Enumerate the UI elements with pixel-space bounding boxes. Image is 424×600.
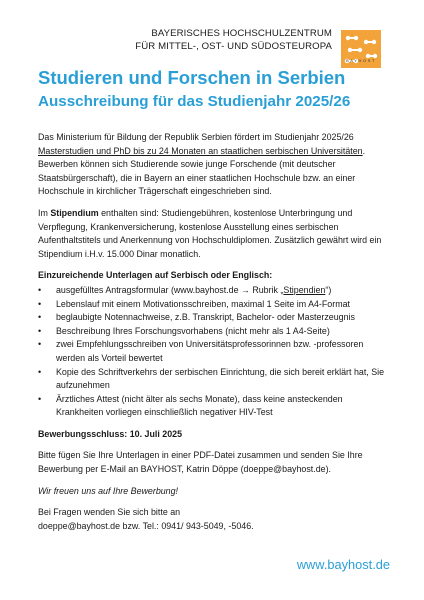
list-item: • Beschreibung Ihres Forschungsvorhabens (nicht mehr als 1 A4-Seite) — [38, 325, 392, 339]
bullet-icon: • — [38, 325, 42, 336]
organization-name-line1: BAYERISCHES HOCHSCHULZENTRUM — [151, 28, 332, 39]
contact-paragraph — [38, 506, 392, 533]
submission-paragraph: Bitte fügen Sie Ihre Unterlagen in einer PDF-Datei zusammen und senden Sie Ihre Bewerbung per E-Mail an BAYHOST, Katrin Döppe (doeppe@bayhost.de). — [38, 450, 363, 475]
bullet-icon: • — [38, 339, 42, 350]
footer-url-link[interactable]: www.bayhost.de — [296, 557, 390, 572]
page-title: Studieren und Forschen in Serbien — [38, 67, 346, 88]
intro-highlight: Masterstudien und PhD bis zu 24 Monaten an staatlichen serbischen Universitäten — [38, 145, 363, 156]
list-item: • beglaubigte Notennachweise, z.B. Transkript, Bachelor- oder Masterzeugnis — [38, 311, 392, 325]
bullet-icon: • — [38, 393, 42, 404]
documents-heading: Einzureichende Unterlagen auf Serbisch oder Englisch: — [38, 270, 273, 281]
stipend-keyword: Stipendium — [50, 207, 99, 218]
stipendien-link[interactable]: Stipendien — [283, 284, 326, 295]
page-subtitle: Ausschreibung für das Studienjahr 2025/26 — [38, 93, 351, 110]
contact-line2: doeppe@bayhost.de bzw. Tel.: 0941/ 943-5049, -5046. — [38, 520, 254, 531]
bullet-icon: • — [38, 284, 42, 295]
contact-line1: Bei Fragen wenden Sie sich bitte an — [38, 507, 181, 518]
documents-list — [38, 284, 392, 420]
list-item: • zwei Empfehlungsschreiben von Universitätsprofessorinnen bzw. -professoren werden als Vorteil bewertet — [38, 339, 364, 363]
main-content — [38, 131, 392, 541]
list-item: • Ärztliches Attest (nicht älter als sechs Monate), dass keine ansteckenden Krankheiten vorliegen einschließlich negativer HIV-Test — [38, 393, 343, 418]
list-item: • ausgefülltes Antragsformular (www.bayhost.de → Rubrik „Stipendien“) — [38, 284, 392, 298]
list-item: • Kopie des Schriftverkehrs der serbischen Einrichtung, die sich bereit erklärt hat, Sie aufzunehmen — [38, 366, 385, 391]
closing-line: Wir freuen uns auf Ihre Bewerbung! — [38, 485, 179, 496]
organization-name — [135, 27, 332, 53]
intro-paragraph: Das Ministerium für Bildung der Republik Serbien fördert im Studienjahr 2025/26 Masterstudien und PhD bis zu 24 Monaten an staatlichen serbischen Universitäten. Bewerben können sich Studierende sowie junge Forschende (mit deutscher Staatsbürgerschaft), die in Bayern an einer staatlichen Hochschule bzw. an einer Hochschule in kirchlicher Trägerschaft eingeschrieben sind. — [38, 132, 366, 197]
bullet-icon: • — [38, 312, 42, 323]
application-deadline: Bewerbungsschluss: 10. Juli 2025 — [38, 428, 183, 439]
list-item: • Lebenslauf mit einem Motivationsschreiben, maximal 1 Seite im A4-Format — [38, 298, 392, 312]
organization-name-line2: FÜR MITTEL-, OST- UND SÜDOSTEUROPA — [135, 41, 332, 52]
bullet-icon: • — [38, 298, 42, 309]
stipend-paragraph: Im Stipendium enthalten sind: Studiengebühren, kostenlose Unterbringung und Verpflegung, Krankenversicherung, kostenlose Ausstellung eines serbischen Aufenthaltstitels und Anerkennung von Hochschuldiplomen. Zusätzlich gewährt wird ein Stipendium i.H.v. 15.000 Dinar monatlich. — [38, 207, 382, 259]
bullet-icon: • — [38, 366, 42, 377]
logo-wordmark: BAYHOST — [345, 58, 377, 63]
